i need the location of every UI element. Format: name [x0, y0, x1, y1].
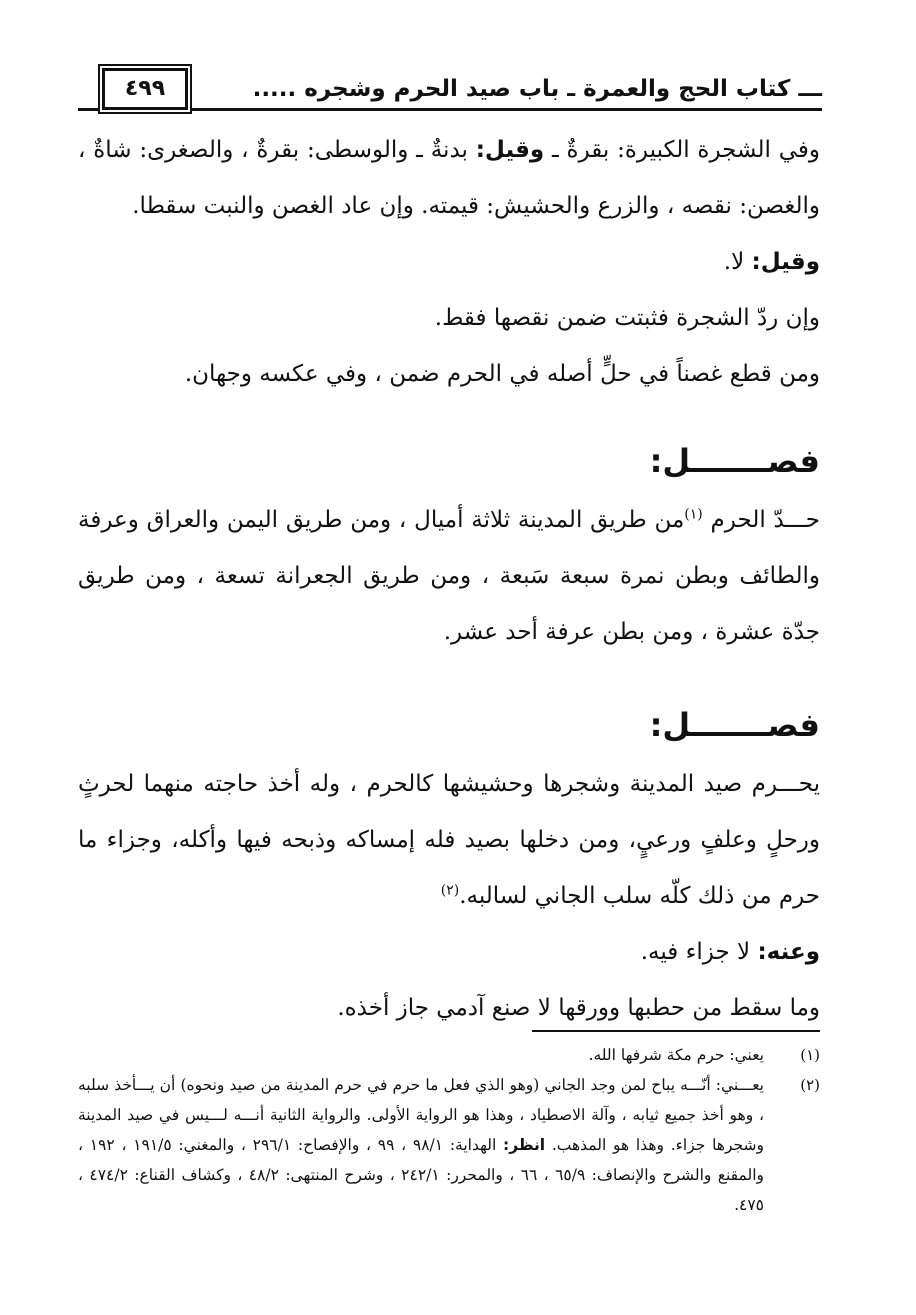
footnotes: [78, 1040, 820, 1220]
footnote-ref-1[interactable]: (١): [684, 506, 703, 523]
footnote-2: (٢) يعـــني: أنّـــه يباح لمن وجد الجاني (وهو الذي فعل ما حرم في حرم المدينة من صيد ونحوه) أن يـــأخذ سلبه ، وهو أخذ جميع ثيابه ، وآلة الاصطياد ، وهذا هو الرواية الأولى. والرواية الثانية أنـــه لـــيس في صيد المدينة وشجرها جزاء. وهذا هو المذهب. انظر: الهداية: ٩٨/١ ، ٩٩ ، والإفصاح: ٢٩٦/١ ، والمغني: ١٩١/٥ ، ١٩٢ ، والمقنع والشرح والإنصاف: ٦٥/٩ ، ٦٦ ، والمحرر: ٢٤٢/١ ، وشرح المنتهى: ٤٨/٢ ، وكشاف القناع: ٤٧٤/٢ ، ٤٧٥.: [78, 1070, 820, 1220]
footnote-number: (٢): [800, 1076, 820, 1094]
paragraph-radd: وإن ردّ الشجرة فثبتت ضمن نقصها فقط.: [434, 305, 820, 331]
section-heading-fasl-1: فصـــــــل:: [649, 442, 820, 480]
section-heading-fasl-2: فصـــــــل:: [649, 706, 820, 744]
paragraph-wanhu: وعنه: لا جزاء فيه.: [640, 939, 820, 965]
wanhu-label: وعنه:: [757, 939, 820, 965]
see-label: انظر:: [503, 1136, 546, 1154]
footnote-separator: [532, 1030, 820, 1032]
page-header: [78, 68, 822, 112]
paragraph-madina-haram: يحـــرم صيد المدينة وشجرها وحشيشها كالحرم ، وله أخذ حاجته منهما لحرثٍ ورحلٍ وعلفٍ ورعيٍ، ومن دخلها بصيد فله إمساكه وذبحه فيها وأكله، وجزاء ما حرم من ذلك كلّه سلب الجاني لسالبه.$^{(٢)}$: [78, 771, 820, 909]
running-title: ـــ كتاب الحج والعمرة ـ باب صيد الحرم وشجره .....: [245, 74, 822, 104]
paragraph-ghusn: ومن قطع غصناً في حلٍّ أصله في الحرم ضمن ، وفي عكسه وجهان.: [184, 361, 820, 387]
header-rule: [78, 108, 822, 111]
paragraph-haram-limits: حـــدّ الحرم $^{(١)}$من طريق المدينة ثلاثة أميال ، ومن طريق اليمن والعراق وعرفة والطائف وبطن نمرة سبعة سَبعة ، ومن طريق الجعرانة تسعة ، ومن طريق جدّة عشرة ، ومن بطن عرفة أحد عشر.: [78, 506, 820, 645]
qila-label: وقيل:: [475, 137, 545, 163]
page-number: ٤٩٩: [102, 68, 188, 110]
qila-label: وقيل:: [751, 249, 820, 275]
footnote-1: [78, 1040, 820, 1070]
footnote-text: يعني: حرم مكة شرفها الله.: [588, 1046, 764, 1064]
footnote-ref-2[interactable]: (٢): [440, 882, 460, 899]
paragraph-qila: وقيل: لا.: [723, 249, 820, 275]
paragraph-tree-compensation: وفي الشجرة الكبيرة: بقرةٌ ـ وقيل: بدنةٌ ـ والوسطى: بقرةٌ ، والصغرى: شاةٌ ، والغصن: نقصه ، والزرع والحشيش: قيمته. وإن عاد الغصن والنبت سقطا.: [78, 137, 820, 219]
main-text: [78, 122, 820, 1036]
paragraph-fallen-wood: وما سقط من حطبها وورقها لا صنع آدمي جاز أخذه.: [337, 995, 820, 1021]
footnote-number: (١): [800, 1046, 820, 1064]
